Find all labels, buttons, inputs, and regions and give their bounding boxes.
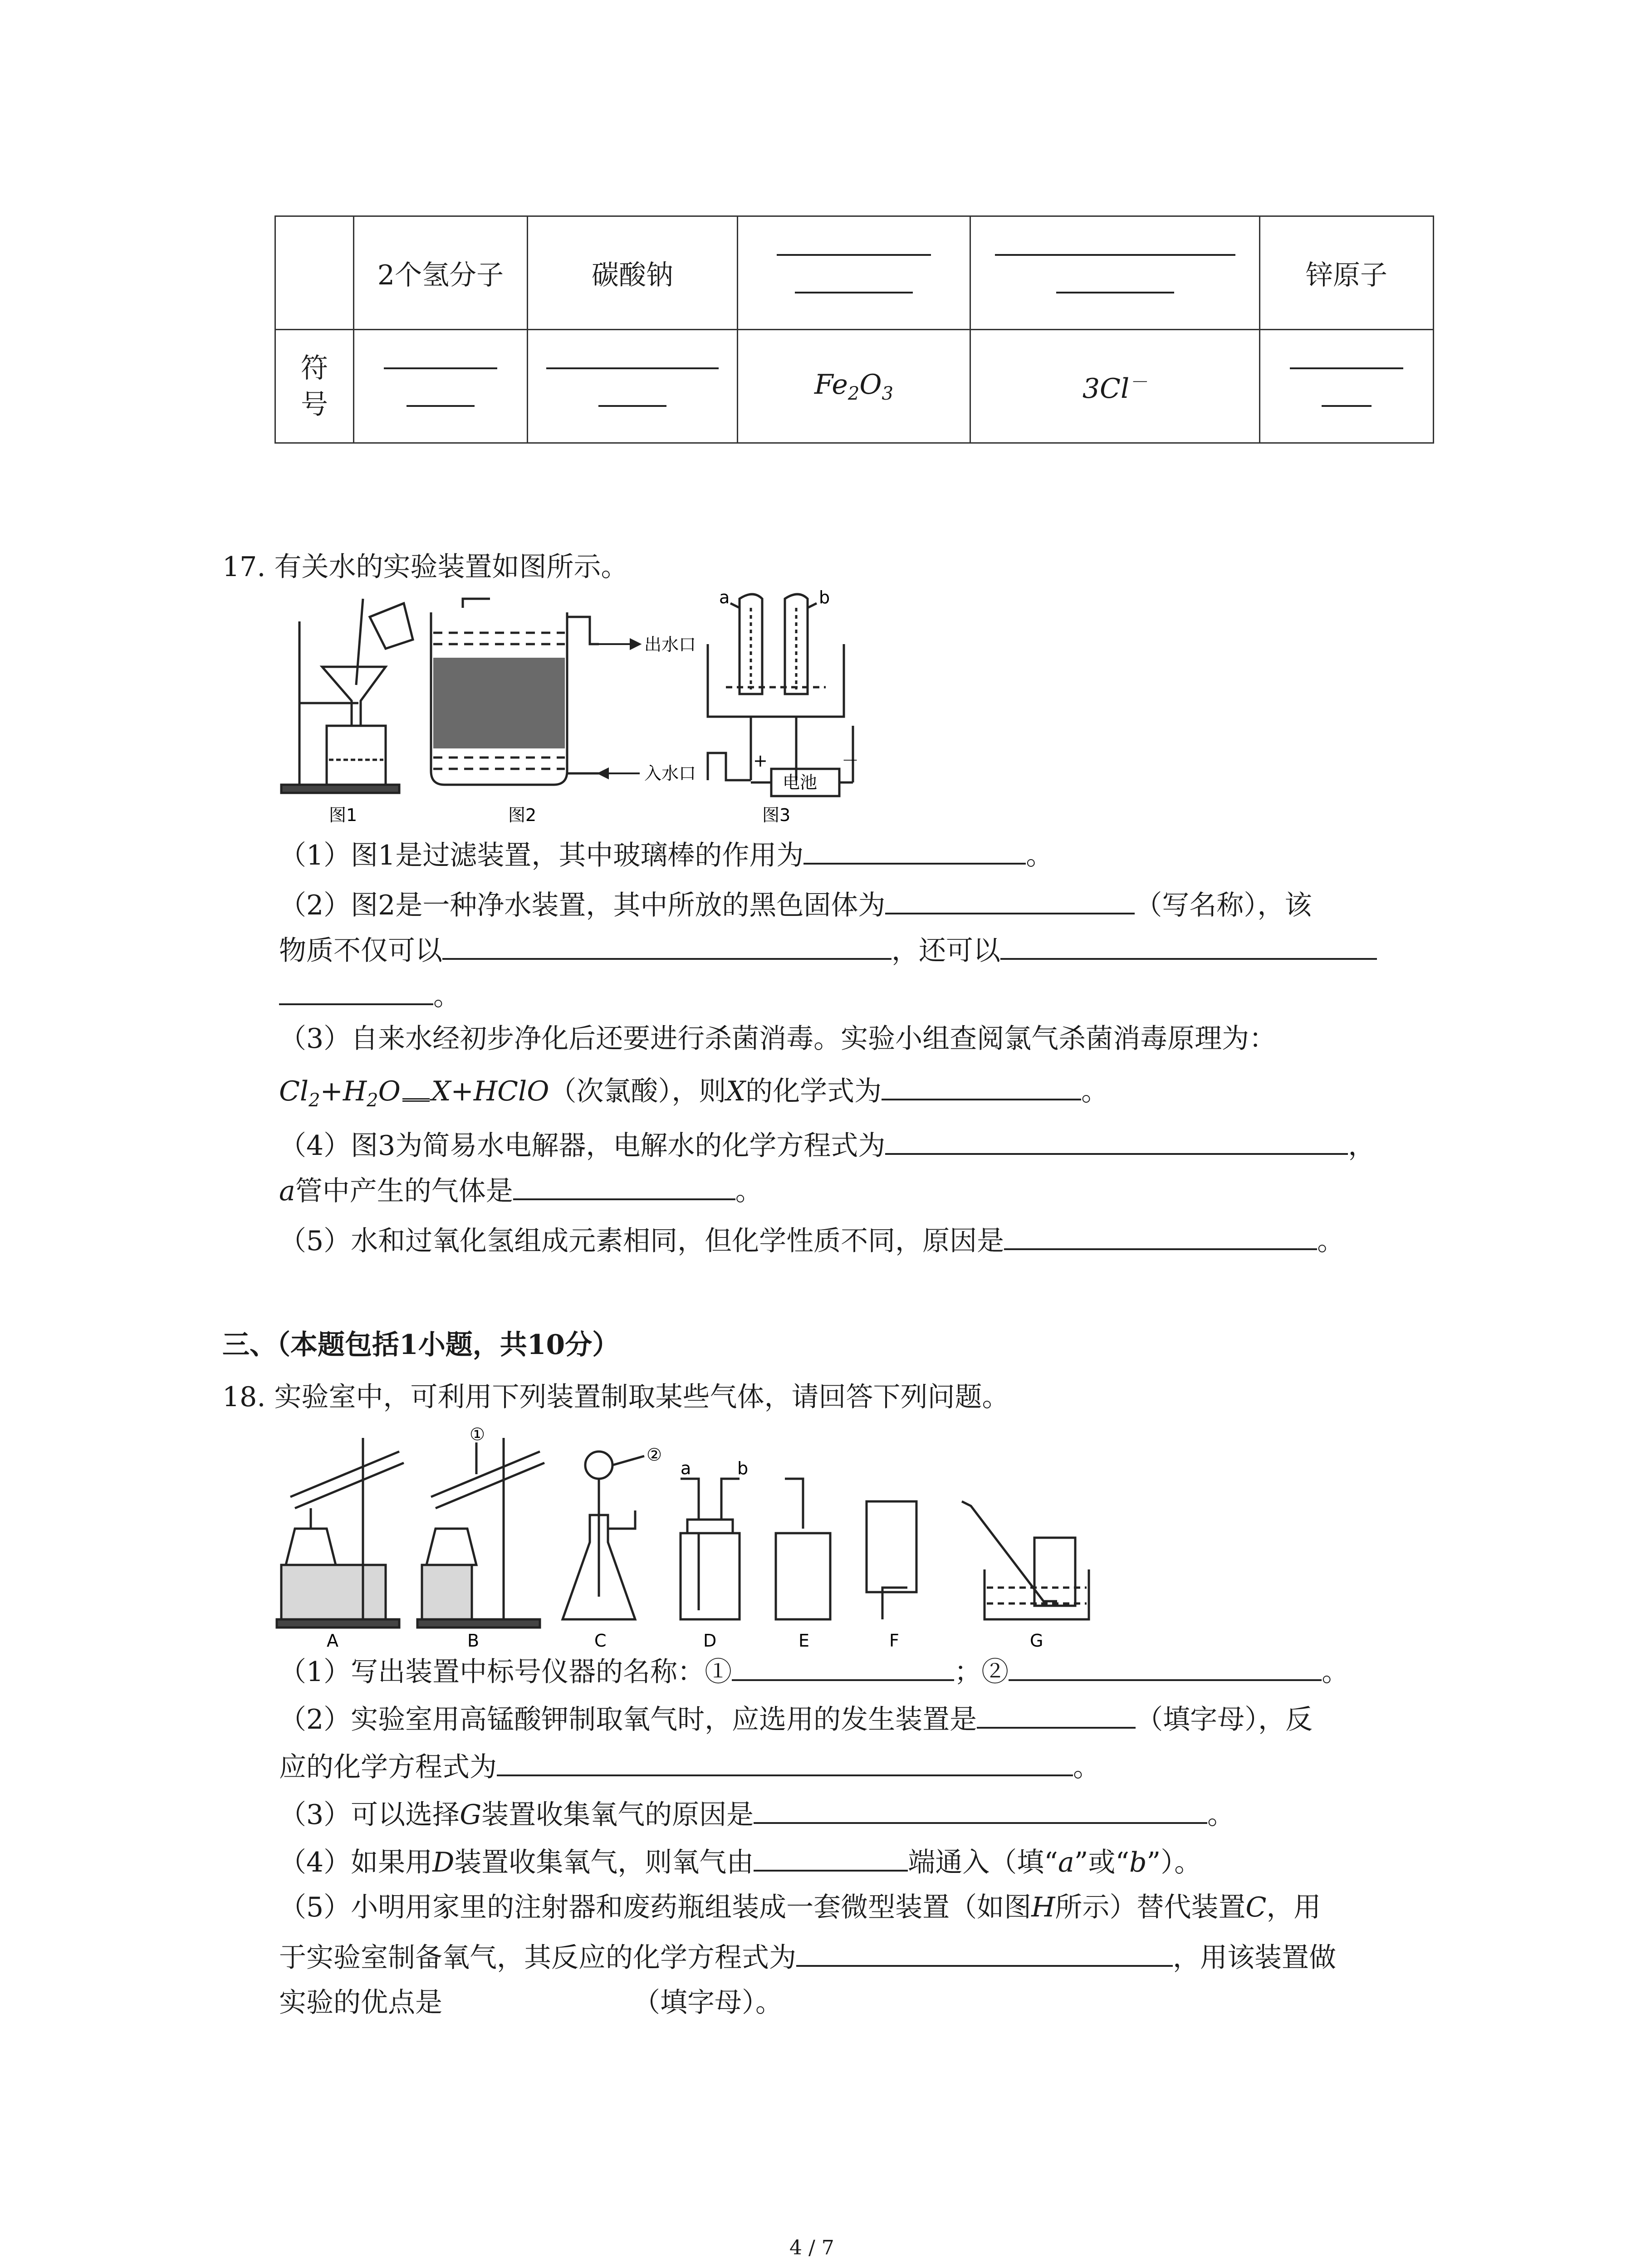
q18-figure <box>272 1424 1116 1651</box>
table-cell: 2个氢分子 <box>354 216 528 330</box>
q18-part2: （2）实验室用高锰酸钾制取氧气时，应选用的发生装置是 （填字母），反 <box>279 1699 1313 1738</box>
fig3-label: 图3 <box>762 805 791 825</box>
answer-blank[interactable] <box>777 252 931 256</box>
answer-blank[interactable] <box>1004 1220 1317 1250</box>
answer-blank[interactable] <box>754 1842 908 1872</box>
q18-part3: （3）可以选择G装置收集氧气的原因是 。 <box>279 1794 1234 1833</box>
filtration-apparatus <box>281 599 413 793</box>
apparatus-b <box>417 1438 544 1628</box>
plus-label: + <box>753 751 768 771</box>
answer-blank[interactable] <box>885 1125 1348 1155</box>
table-cell <box>738 216 970 330</box>
q18-part5: （5）小明用家里的注射器和废药瓶组装成一套微型装置（如图H所示）替代装置C，用 <box>279 1892 1321 1923</box>
water-purifier <box>431 599 599 785</box>
answer-blank[interactable] <box>885 885 1135 914</box>
q18-part2-cont: 应的化学方程式为 。 <box>279 1746 1100 1785</box>
apparatus-a <box>277 1438 404 1628</box>
answer-blank[interactable] <box>1322 403 1372 407</box>
answer-blank[interactable] <box>977 1699 1136 1729</box>
electrolyzer <box>708 594 853 796</box>
q17-part2: （2）图2是一种净水装置，其中所放的黑色固体为 （写名称），该 <box>279 885 1312 924</box>
answer-blank[interactable] <box>1009 1651 1322 1681</box>
answer-blank[interactable] <box>754 1794 1207 1824</box>
table-cell: 3Cl－ <box>970 330 1260 443</box>
row-label: 符 号 <box>275 330 354 443</box>
page-number: 4 / 7 <box>789 2236 834 2259</box>
q17-part3-eq: $Cl_2+H_2O$ X+HClO（次氯酸），则X的化学式为 。 <box>279 1070 1108 1119</box>
table-cell <box>528 330 738 443</box>
q17-part1: （1）图1是过滤装置，其中玻璃棒的作用为 。 <box>279 835 1053 874</box>
q17-part4-cont: a管中产生的气体是 。 <box>279 1170 763 1209</box>
answer-blank[interactable] <box>732 1651 954 1681</box>
answer-blank[interactable] <box>546 366 719 369</box>
table-cell <box>354 330 528 443</box>
q18-part1: （1）写出装置中标号仪器的名称：① ；② 。 <box>279 1651 1349 1690</box>
minus-label: － <box>842 751 859 771</box>
arrow-icon <box>599 640 640 778</box>
symbol-table <box>274 215 1434 444</box>
answer-blank[interactable] <box>384 366 497 369</box>
q17-part5: （5）水和过氧化氢组成元素相同，但化学性质不同，原因是 。 <box>279 1220 1344 1259</box>
table-cell <box>275 216 354 330</box>
answer-blank[interactable] <box>598 403 666 407</box>
table-cell <box>1260 330 1434 443</box>
inlet-label: 入水口 <box>644 763 696 783</box>
answer-blank[interactable] <box>1290 366 1403 369</box>
label-d: D <box>703 1631 717 1651</box>
table-cell <box>970 216 1260 330</box>
marker-1: ① <box>470 1424 485 1444</box>
q18-part5-end: 实验的优点是 （填字母）。 <box>279 1987 783 2019</box>
tube-b-label: b <box>737 1458 749 1478</box>
answer-blank[interactable] <box>279 975 433 1005</box>
table-cell: $Fe_2O_3$ <box>738 330 970 443</box>
q18-part5-cont: 于实验室制备氧气，其反应的化学方程式为 ，用该装置做 <box>279 1937 1336 1976</box>
table-cell: 碳酸钠 <box>528 216 738 330</box>
q17-part3: （3）自来水经初步净化后还要进行杀菌消毒。实验小组查阅氯气杀菌消毒原理为： <box>279 1023 1277 1055</box>
q17-part2-cont: 物质不仅可以 ，还可以 <box>279 930 1377 969</box>
q18-part4: （4）如果用D装置收集氧气，则氧气由 端通入（填“a”或“b”）。 <box>279 1842 1201 1881</box>
label-e: E <box>798 1631 810 1651</box>
label-c: C <box>594 1631 607 1651</box>
table-cell: 锌原子 <box>1260 216 1434 330</box>
answer-blank[interactable] <box>882 1070 1081 1100</box>
answer-blank[interactable] <box>1056 290 1174 293</box>
label-b: B <box>467 1631 480 1651</box>
tube-a-label: a <box>681 1458 691 1478</box>
label-g: G <box>1030 1631 1043 1651</box>
apparatus-d <box>681 1479 740 1619</box>
apparatus-e <box>776 1479 830 1619</box>
fig1-label: 图1 <box>329 805 358 825</box>
apparatus-c <box>563 1452 644 1619</box>
answer-blank[interactable] <box>513 1170 735 1200</box>
q17-part2-end: 。 <box>279 975 460 1014</box>
marker-2: ② <box>647 1445 662 1465</box>
apparatus-g <box>962 1501 1089 1619</box>
q17-stem: 17. 有关水的实验装置如图所示。 <box>222 551 628 583</box>
q18-stem: 18. 实验室中，可利用下列装置制取某些气体，请回答下列问题。 <box>222 1381 1009 1413</box>
q17-part4: （4）图3为简易水电解器，电解水的化学方程式为 ， <box>279 1125 1375 1164</box>
answer-blank[interactable] <box>796 1937 1173 1967</box>
chemical-equation: $Cl_2+H_2O$ X+HClO <box>279 1075 549 1111</box>
outlet-label: 出水口 <box>644 635 696 655</box>
q17-figure <box>272 590 885 835</box>
apparatus-f <box>867 1501 916 1619</box>
label-f: F <box>889 1631 899 1651</box>
answer-blank[interactable] <box>803 835 1026 865</box>
tube-b-label: b <box>819 590 830 607</box>
section-heading: 三、（本题包括1小题，共10分） <box>222 1329 620 1361</box>
answer-blank[interactable] <box>795 290 913 293</box>
tube-a-label: a <box>719 590 730 607</box>
answer-blank[interactable] <box>1000 930 1377 960</box>
answer-blank[interactable] <box>497 1746 1073 1776</box>
answer-blank[interactable] <box>995 252 1235 256</box>
label-a: A <box>327 1631 338 1651</box>
battery-label: 电池 <box>783 772 818 792</box>
answer-blank[interactable] <box>442 930 892 960</box>
fig2-label: 图2 <box>508 805 537 825</box>
answer-blank[interactable] <box>407 403 475 407</box>
